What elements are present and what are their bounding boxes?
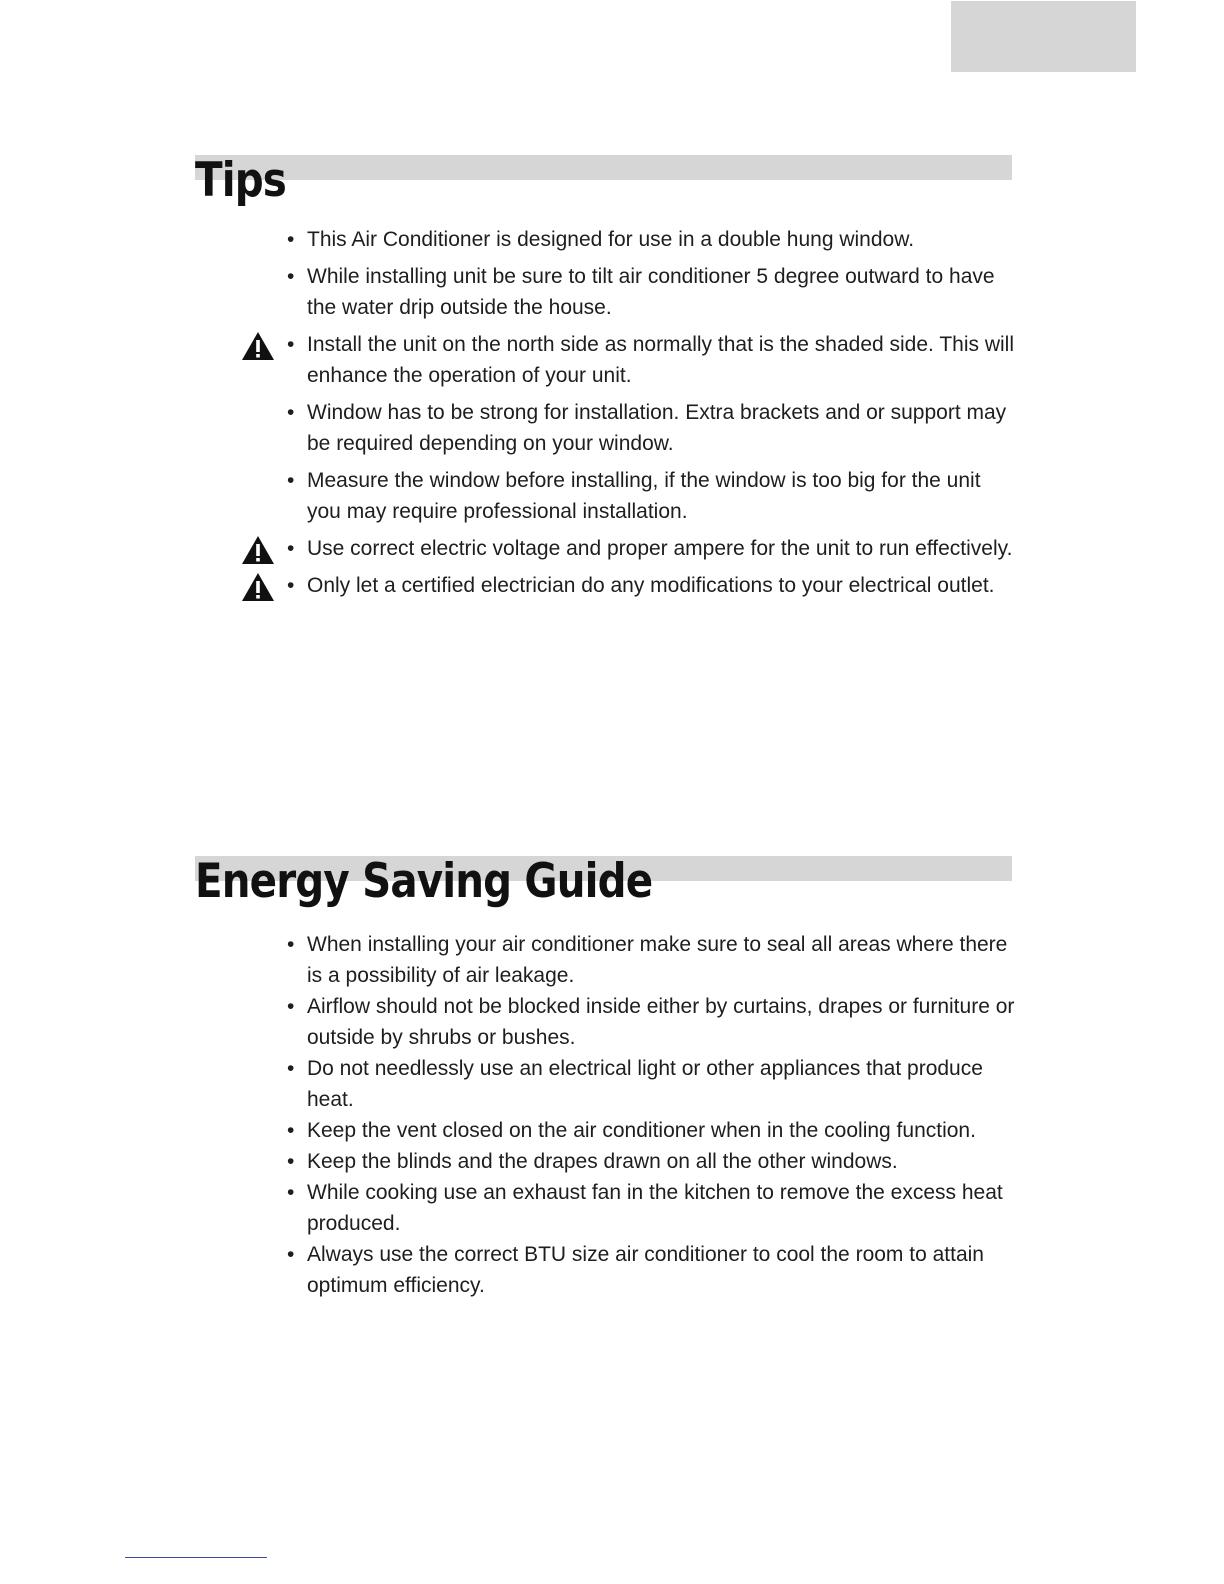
tip-text: Use correct electric voltage and proper ampere for the unit to run effectively. — [307, 537, 1013, 560]
energy-item — [287, 929, 1017, 991]
bullet-dot-icon: • — [287, 537, 295, 560]
energy-item — [287, 1177, 1017, 1239]
tip-item — [287, 465, 1017, 527]
bullet-dot-icon: • — [287, 1181, 295, 1204]
bullet-dot-icon: • — [287, 401, 295, 424]
bullet-dot-icon: • — [287, 228, 295, 251]
energy-title: Energy Saving Guide — [195, 854, 653, 909]
bullet-dot-icon: • — [287, 1119, 295, 1142]
tip-item-warning — [287, 329, 1017, 391]
energy-text: Airflow should not be blocked inside either by curtains, drapes or furniture or outside by shrubs or bushes. — [307, 995, 1015, 1049]
bullet-dot-icon: • — [287, 1057, 295, 1080]
tip-text: While installing unit be sure to tilt air conditioner 5 degree outward to have the water drip outside the house. — [307, 265, 995, 319]
bullet-dot-icon: • — [287, 1243, 295, 1266]
energy-item — [287, 1239, 1017, 1301]
energy-item — [287, 1115, 1017, 1146]
tip-text: Install the unit on the north side as normally that is the shaded side. This will enhance the operation of your unit. — [307, 333, 1014, 387]
tip-item — [287, 261, 1017, 323]
energy-item — [287, 1053, 1017, 1115]
tip-item-warning — [287, 533, 1017, 564]
energy-text: Keep the blinds and the drapes drawn on all the other windows. — [307, 1150, 898, 1173]
energy-text: Do not needlessly use an electrical light or other appliances that produce heat. — [307, 1057, 983, 1111]
bullet-dot-icon: • — [287, 574, 295, 597]
bullet-dot-icon: • — [287, 469, 295, 492]
warning-triangle-icon — [241, 331, 275, 361]
tip-text: Measure the window before installing, if the window is too big for the unit you may require professional installation. — [307, 469, 981, 523]
tips-title: Tips — [195, 153, 286, 208]
energy-text: While cooking use an exhaust fan in the kitchen to remove the excess heat produced. — [307, 1181, 1003, 1235]
footer-rule — [125, 1557, 267, 1558]
bullet-dot-icon: • — [287, 265, 295, 288]
bullet-dot-icon: • — [287, 333, 295, 356]
energy-text: When installing your air conditioner make sure to seal all areas where there is a possibility of air leakage. — [307, 933, 1008, 987]
tip-text: Only let a certified electrician do any modifications to your electrical outlet. — [307, 574, 995, 597]
energy-item — [287, 991, 1017, 1053]
bullet-dot-icon: • — [287, 933, 295, 956]
warning-triangle-icon — [241, 535, 275, 565]
tip-text: Window has to be strong for installation. Extra brackets and or support may be required depending on your window. — [307, 401, 1007, 455]
bullet-dot-icon: • — [287, 1150, 295, 1173]
tip-item — [287, 224, 1017, 255]
tip-text: This Air Conditioner is designed for use in a double hung window. — [307, 228, 915, 251]
energy-text: Always use the correct BTU size air conditioner to cool the room to attain optimum efficiency. — [307, 1243, 984, 1297]
page-corner-tab — [951, 1, 1136, 72]
tips-header-bar — [195, 155, 1012, 180]
energy-text: Keep the vent closed on the air conditioner when in the cooling function. — [307, 1119, 976, 1142]
bullet-dot-icon: • — [287, 995, 295, 1018]
energy-item — [287, 1146, 1017, 1177]
tip-item-warning — [287, 570, 1017, 601]
warning-triangle-icon — [241, 572, 275, 602]
tips-list — [287, 224, 1017, 607]
energy-list — [287, 929, 1017, 1301]
tip-item — [287, 397, 1017, 459]
